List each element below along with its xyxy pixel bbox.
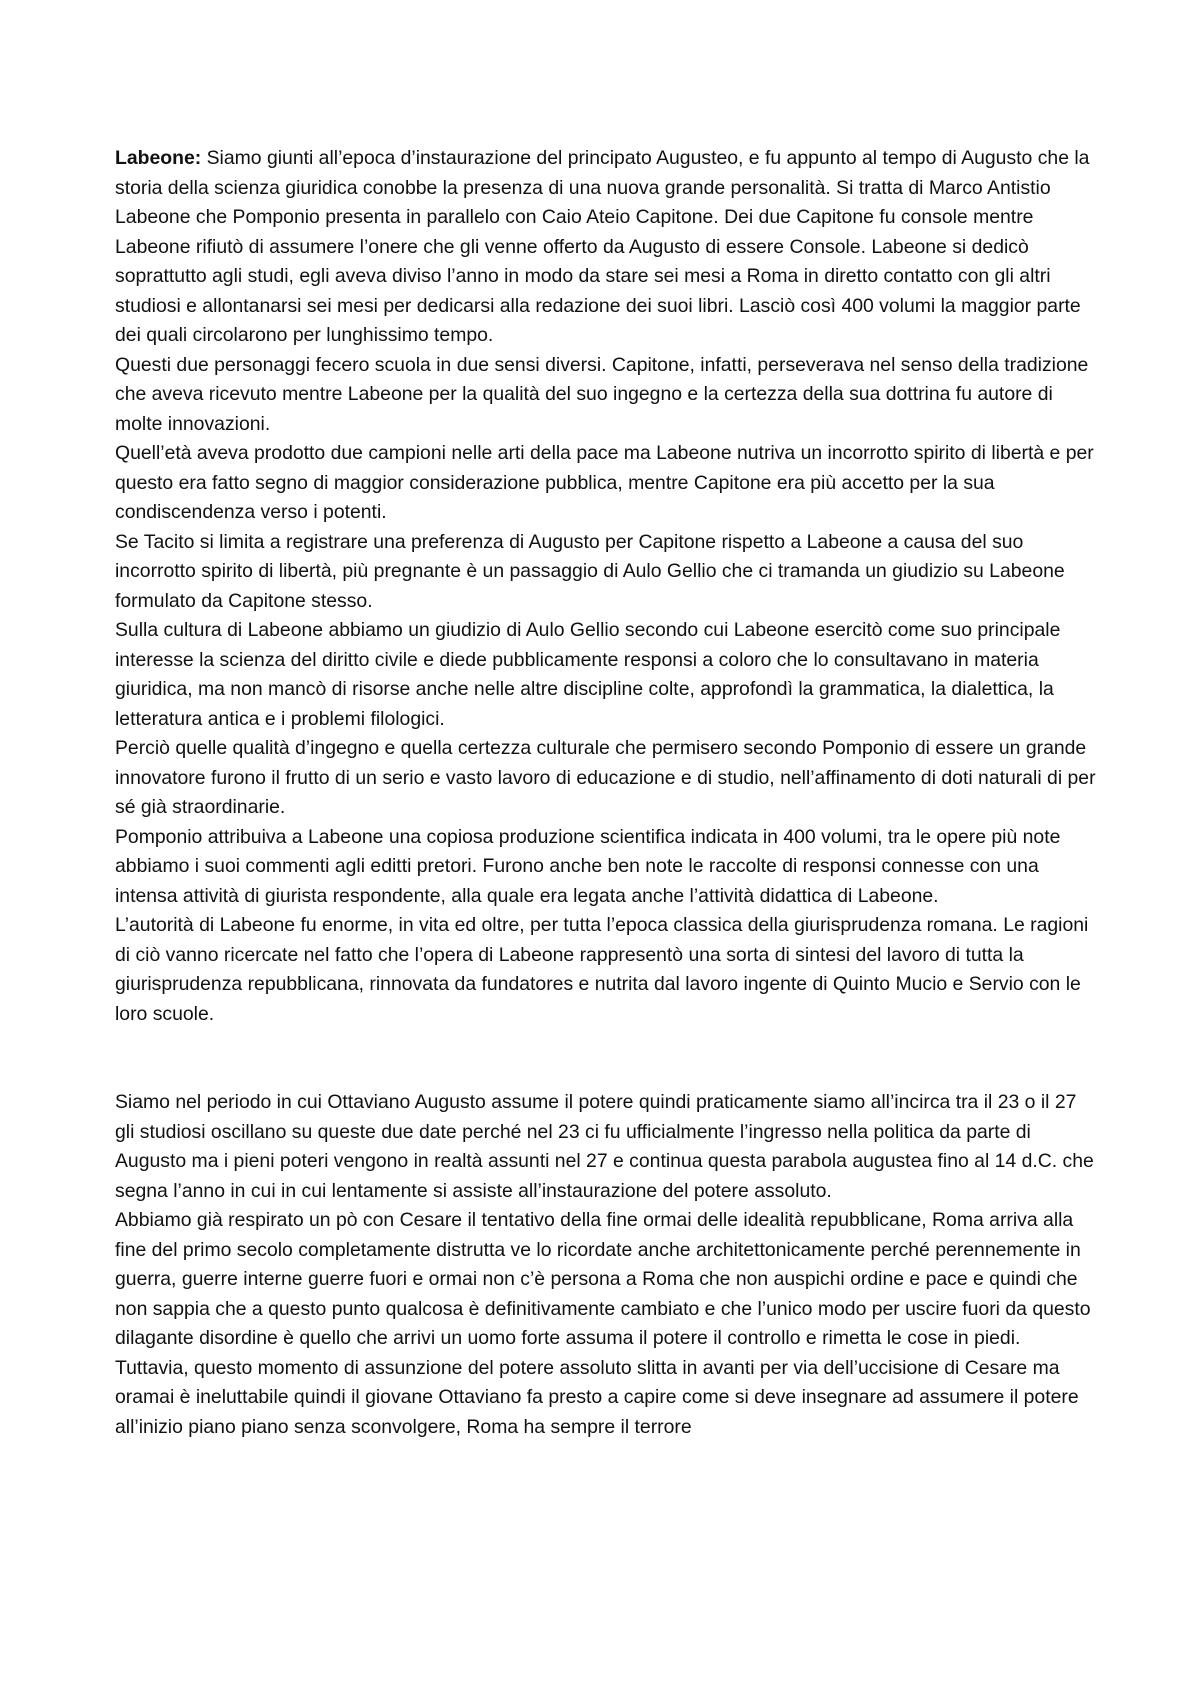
paragraph: L’autorità di Labeone fu enorme, in vita ed oltre, per tutta l’epoca classica della giurisprudenza romana. Le ragioni di ciò vanno ricercate nel fatto che l’opera di Labeone rappresentò una sorta di sintesi del lavoro di tutta la giurisprudenza repubblicana, rinnovata da fundatores e nutrita dal lavoro ingente di Quinto Mucio e Servio con le loro scuole. xyxy=(115,914,1089,1025)
paragraph: Pomponio attribuiva a Labeone una copiosa produzione scientifica indicata in 400 volumi, tra le opere più note abbiamo i suoi commenti agli editti pretori. Furono anche ben note le raccolte di responsi connesse con una intensa attività di giurista respondente, alla quale era legata anche l’attività didattica di Labeone. xyxy=(115,825,1061,907)
paragraph: Quell’età aveva prodotto due campioni nelle arti della pace ma Labeone nutriva un incorrotto spirito di libertà e per questo era fatto segno di maggior considerazione pubblica, mentre Capitone era più accetto per la sua condiscendenza verso i potenti. xyxy=(115,442,1094,523)
paragraph: Se Tacito si limita a registrare una preferenza di Augusto per Capitone rispetto a Labeone a causa del suo incorrotto spirito di libertà, più pregnante è un passaggio di Aulo Gellio che ci tramanda un giudizio su Labeone formulato da Capitone stesso. xyxy=(115,530,1065,612)
document-body xyxy=(115,144,1100,1442)
paragraph-labeone-intro xyxy=(115,144,1100,351)
paragraph: Abbiamo già respirato un pò con Cesare il tentativo della fine ormai delle idealità repubblicane, Roma arriva alla fine del primo secolo completamente distrutta ve lo ricordate anche architettonicamente perché perennemente in guerra, guerre interne guerre fuori e ormai non c’è persona a Roma che non auspichi ordine e pace e quindi che non sappia che a questo punto qualcosa è definitivamente cambiato e che l’unico modo per uscire fuori da questo dilagante disordine è quello che arrivi un uomo forte assuma il potere il controllo e rimetta le cose in piedi. xyxy=(115,1209,1091,1349)
paragraph-text: Siamo giunti all’epoca d’instaurazione del principato Augusteo, e fu appunto al tempo di Augusto che la storia della scienza giuridica conobbe la presenza di una nuova grande personalità. Si tratta di Marco Antistio Labeone che Pomponio presenta in parallelo con Caio Ateio Capitone. Dei due Capitone fu console mentre Labeone rifiutò di assumere l’onere che gli venne offerto da Augusto di essere Console. Labeone si dedicò soprattutto agli studi, egli aveva diviso l’anno in modo da stare sei mesi a Roma in diretto contatto con gli altri studiosi e allontanarsi sei mesi per dedicarsi alla redazione dei suoi libri. Lasciò così 400 volumi la maggior parte dei quali circolarono per lunghissimo tempo. xyxy=(115,147,1090,346)
section-label: Labeone: xyxy=(115,147,202,169)
paragraph: Tuttavia, questo momento di assunzione del potere assoluto slitta in avanti per via dell’uccisione di Cesare ma oramai è ineluttabile quindi il giovane Ottaviano fa presto a capire come si deve insegnare ad assumere il potere all’inizio piano piano senza sconvolgere, Roma ha sempre il terrore xyxy=(115,1356,1079,1438)
section-spacer xyxy=(115,1029,1100,1088)
paragraph: Questi due personaggi fecero scuola in due sensi diversi. Capitone, infatti, perseverava nel senso della tradizione che aveva ricevuto mentre Labeone per la qualità del suo ingegno e la certezza della sua dottrina fu autore di molte innovazioni. xyxy=(115,353,1089,435)
paragraph: Sulla cultura di Labeone abbiamo un giudizio di Aulo Gellio secondo cui Labeone esercitò come suo principale interesse la scienza del diritto civile e diede pubblicamente responsi a coloro che lo consultavano in materia giuridica, ma non mancò di risorse anche nelle altre discipline colte, approfondì la grammatica, la dialettica, la letteratura antica e i problemi filologici. xyxy=(115,619,1061,730)
paragraph: Siamo nel periodo in cui Ottaviano Augusto assume il potere quindi praticamente siamo all’incirca tra il 23 o il 27 gli studiosi oscillano su queste due date perché nel 23 ci fu ufficialmente l’ingresso nella politica da parte di Augusto ma i pieni poteri vengono in realtà assunti nel 27 e continua questa parabola augustea fino al 14 d.C. che segna l’anno in cui in cui lentamente si assiste all’instaurazione del potere assoluto. xyxy=(115,1091,1094,1202)
paragraph: Perciò quelle qualità d’ingegno e quella certezza culturale che permisero secondo Pomponio di essere un grande innovatore furono il frutto di un serio e vasto lavoro di educazione e di studio, nell’affinamento di doti naturali di per sé già straordinarie. xyxy=(115,737,1096,818)
